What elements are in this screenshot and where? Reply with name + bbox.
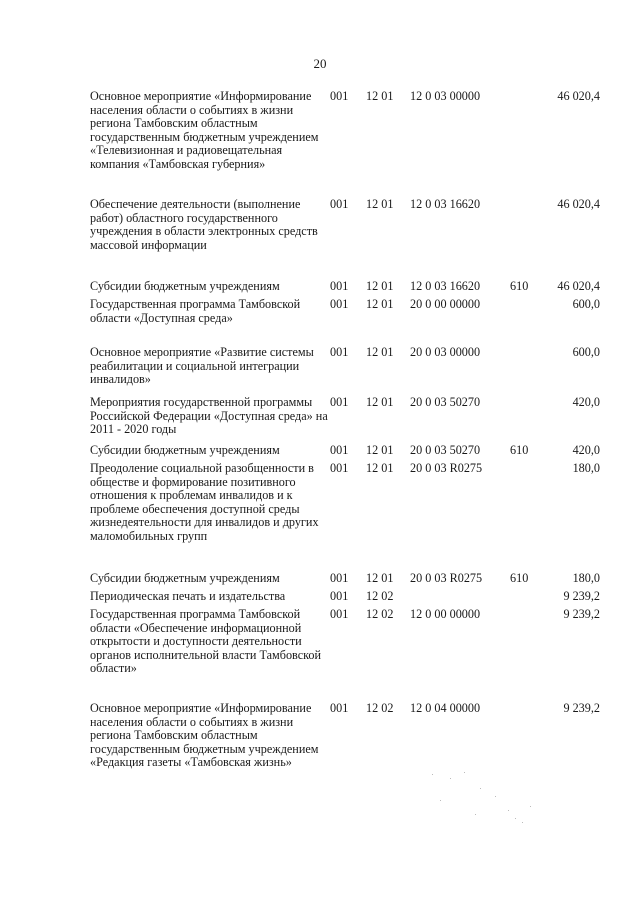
amount: 46 020,4 (557, 89, 600, 103)
row-description: Основное мероприятие «Информирование населения области о событиях в жизни региона Тамбовским областным государственным бюджетным учреждением «Редакция газеты «Тамбовская жизнь» (90, 701, 319, 770)
table-row (90, 90, 610, 172)
target-code: 12 0 03 00000 (410, 89, 481, 103)
table-row (90, 396, 610, 437)
amount: 46 020,4 (557, 197, 600, 211)
ministry-code: 001 (330, 701, 349, 715)
ministry-code: 001 (330, 443, 349, 457)
ministry-code: 001 (330, 279, 349, 293)
table-row (90, 702, 610, 770)
amount: 9 239,2 (563, 607, 600, 621)
row-description: Периодическая печать и издательства (90, 589, 286, 603)
target-code: 20 0 03 00000 (410, 345, 481, 359)
ministry-code: 001 (330, 571, 349, 585)
section-code: 12 01 (366, 461, 394, 475)
ministry-code: 001 (330, 89, 349, 103)
section-code: 12 01 (366, 89, 394, 103)
section-code: 12 01 (366, 395, 394, 409)
section-code: 12 02 (366, 589, 394, 603)
table-row (90, 346, 610, 387)
scan-noise (420, 770, 540, 830)
ministry-code: 001 (330, 197, 349, 211)
target-code: 12 0 00 00000 (410, 607, 481, 621)
row-description: Основное мероприятие «Развитие системы реабилитации и социальной интеграции инвалидов» (90, 345, 314, 387)
section-code: 12 01 (366, 297, 394, 311)
amount: 600,0 (572, 345, 600, 359)
amount: 180,0 (572, 571, 600, 585)
row-description: Субсидии бюджетным учреждениям (90, 571, 280, 585)
expense-code: 610 (510, 279, 529, 293)
expense-code: 610 (510, 443, 529, 457)
amount: 420,0 (572, 443, 600, 457)
row-description: Субсидии бюджетным учреждениям (90, 279, 280, 293)
table-row (90, 298, 610, 325)
target-code: 12 0 03 16620 (410, 279, 481, 293)
target-code: 20 0 03 R0275 (410, 461, 483, 475)
target-code: 20 0 03 50270 (410, 395, 481, 409)
amount: 180,0 (572, 461, 600, 475)
ministry-code: 001 (330, 607, 349, 621)
expense-code: 610 (510, 571, 529, 585)
target-code: 20 0 03 R0275 (410, 571, 483, 585)
amount: 600,0 (572, 297, 600, 311)
row-description: Обеспечение деятельности (выполнение работ) областного государственного учреждения в области электронных средств массовой информации (90, 197, 318, 252)
table-row (90, 608, 610, 676)
ministry-code: 001 (330, 395, 349, 409)
amount: 9 239,2 (563, 701, 600, 715)
table-row (90, 590, 610, 604)
row-description: Преодоление социальной разобщенности в обществе и формирование позитивного отношения к проблемам инвалидов и к проблеме обеспечения доступной среды жизнедеятельности для инвалидов и других маломобильных групп (90, 461, 319, 543)
target-code: 12 0 03 16620 (410, 197, 481, 211)
page-number: 20 (313, 56, 327, 71)
table-row (90, 462, 610, 544)
table-row (90, 198, 610, 252)
table-row (90, 444, 610, 458)
row-description: Субсидии бюджетным учреждениям (90, 443, 280, 457)
row-description: Основное мероприятие «Информирование населения области о событиях в жизни региона Тамбовским областным государственным бюджетным учреждением «Телевизионная и радиовещательная компания «Тамбовская губерния» (90, 89, 319, 171)
section-code: 12 01 (366, 279, 394, 293)
row-description: Государственная программа Тамбовской области «Обеспечение информационной открытости и доступности деятельности органов исполнительной власти Тамбовской области» (90, 607, 322, 676)
ministry-code: 001 (330, 589, 349, 603)
amount: 9 239,2 (563, 589, 600, 603)
ministry-code: 001 (330, 461, 349, 475)
table-row (90, 572, 610, 586)
target-code: 20 0 00 00000 (410, 297, 481, 311)
amount: 46 020,4 (557, 279, 600, 293)
ministry-code: 001 (330, 345, 349, 359)
row-description: Мероприятия государственной программы Российской Федерации «Доступная среда» на 2011 - 2020 годы (90, 395, 328, 437)
ministry-code: 001 (330, 297, 349, 311)
section-code: 12 02 (366, 701, 394, 715)
row-description: Государственная программа Тамбовской области «Доступная среда» (90, 297, 301, 325)
table-row (90, 280, 610, 294)
target-code: 20 0 03 50270 (410, 443, 481, 457)
section-code: 12 02 (366, 607, 394, 621)
target-code: 12 0 04 00000 (410, 701, 481, 715)
section-code: 12 01 (366, 443, 394, 457)
section-code: 12 01 (366, 345, 394, 359)
section-code: 12 01 (366, 197, 394, 211)
amount: 420,0 (572, 395, 600, 409)
section-code: 12 01 (366, 571, 394, 585)
